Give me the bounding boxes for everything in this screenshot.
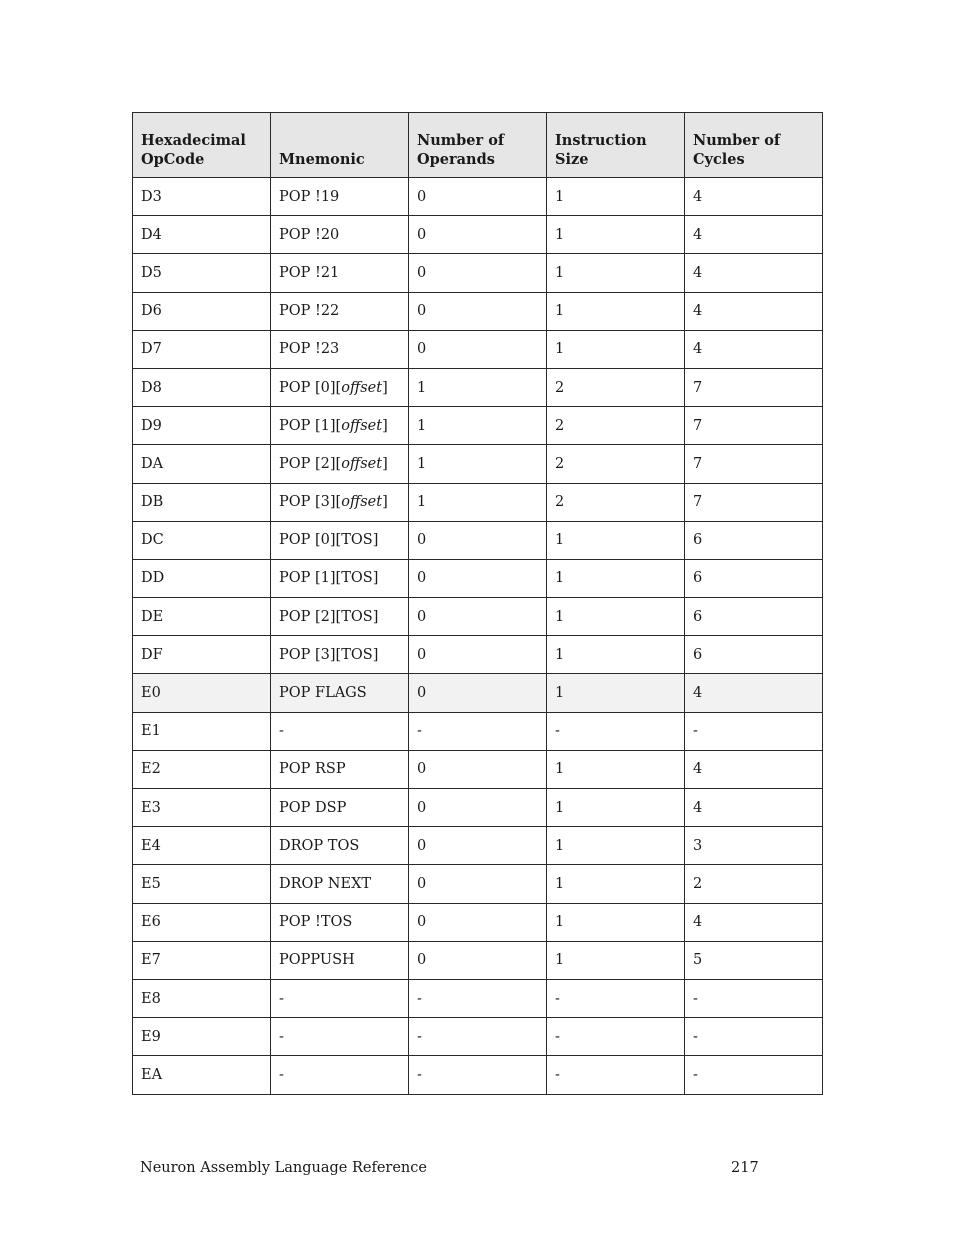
opcode-cell: D3 [133,178,271,216]
opcode-cell: E5 [133,865,271,903]
table-body [133,178,823,1095]
mnemonic-cell: - [271,712,409,750]
mnemonic-cell: POPPUSH [271,941,409,979]
mnemonic-operand-italic: offset [341,494,383,511]
operands-cell: 1 [409,483,547,521]
size-cell: 2 [547,407,685,445]
cycles-cell: 4 [685,330,823,368]
size-cell: 1 [547,292,685,330]
size-cell: 1 [547,178,685,216]
table-row [133,750,823,788]
opcode-cell: D4 [133,216,271,254]
operands-cell: 0 [409,750,547,788]
operands-cell: 0 [409,827,547,865]
operands-cell: 0 [409,865,547,903]
cycles-cell: 4 [685,789,823,827]
table-row [133,407,823,445]
mnemonic-cell: POP [0][offset] [271,368,409,406]
cycles-cell: - [685,712,823,750]
opcode-cell: E3 [133,789,271,827]
table-row [133,598,823,636]
mnemonic-cell: DROP TOS [271,827,409,865]
opcode-cell: D9 [133,407,271,445]
operands-cell: - [409,1018,547,1056]
table-row [133,559,823,597]
cycles-cell: 6 [685,636,823,674]
cycles-cell: 7 [685,368,823,406]
opcode-cell: E7 [133,941,271,979]
mnemonic-cell: POP [3][TOS] [271,636,409,674]
opcode-cell: E0 [133,674,271,712]
mnemonic-cell: POP RSP [271,750,409,788]
opcode-cell: E2 [133,750,271,788]
mnemonic-operand-italic: offset [341,417,383,434]
header-opcode: Hexadecimal OpCode [133,113,271,178]
cycles-cell: 5 [685,941,823,979]
table-row [133,178,823,216]
mnemonic-cell: POP [2][TOS] [271,598,409,636]
size-cell: 1 [547,750,685,788]
size-cell: 1 [547,330,685,368]
page-number: 217 [731,1160,759,1176]
table-row [133,216,823,254]
cycles-cell: 7 [685,445,823,483]
opcode-cell: D8 [133,368,271,406]
size-cell: 1 [547,636,685,674]
mnemonic-cell: POP [1][TOS] [271,559,409,597]
mnemonic-cell: - [271,979,409,1017]
size-cell: - [547,1018,685,1056]
size-cell: 1 [547,865,685,903]
mnemonic-operand-italic: offset [341,455,383,472]
table-row [133,712,823,750]
table-row [133,941,823,979]
operands-cell: 0 [409,216,547,254]
header-operands: Number of Operands [409,113,547,178]
mnemonic-cell: POP DSP [271,789,409,827]
cycles-cell: 4 [685,903,823,941]
size-cell: 1 [547,674,685,712]
mnemonic-cell: - [271,1056,409,1094]
table-row [133,674,823,712]
mnemonic-cell: POP [3][offset] [271,483,409,521]
opcode-cell: DF [133,636,271,674]
table-row [133,1018,823,1056]
cycles-cell: 2 [685,865,823,903]
operands-cell: - [409,712,547,750]
operands-cell: 0 [409,789,547,827]
table-row [133,827,823,865]
mnemonic-cell: POP !TOS [271,903,409,941]
operands-cell: 0 [409,903,547,941]
operands-cell: 1 [409,445,547,483]
opcode-cell: D7 [133,330,271,368]
size-cell: 2 [547,368,685,406]
cycles-cell: 7 [685,407,823,445]
table-row [133,254,823,292]
cycles-cell: 4 [685,292,823,330]
operands-cell: 0 [409,941,547,979]
cycles-cell: 4 [685,216,823,254]
operands-cell: 0 [409,598,547,636]
header-size: Instruction Size [547,113,685,178]
opcode-cell: E1 [133,712,271,750]
mnemonic-cell: POP !19 [271,178,409,216]
table-row [133,330,823,368]
size-cell: 1 [547,598,685,636]
operands-cell: 0 [409,559,547,597]
table-header-row [133,113,823,178]
cycles-cell: 4 [685,254,823,292]
opcode-cell: DD [133,559,271,597]
size-cell: 2 [547,483,685,521]
mnemonic-cell: POP !20 [271,216,409,254]
mnemonic-cell: POP !22 [271,292,409,330]
operands-cell: - [409,1056,547,1094]
opcode-cell: E9 [133,1018,271,1056]
size-cell: 1 [547,254,685,292]
operands-cell: 0 [409,521,547,559]
mnemonic-cell: POP [0][TOS] [271,521,409,559]
cycles-cell: - [685,1056,823,1094]
size-cell: - [547,712,685,750]
table-row [133,979,823,1017]
header-cycles: Number of Cycles [685,113,823,178]
mnemonic-cell: POP [2][offset] [271,445,409,483]
opcode-cell: E4 [133,827,271,865]
size-cell: 1 [547,521,685,559]
mnemonic-cell: POP !21 [271,254,409,292]
cycles-cell: 4 [685,178,823,216]
size-cell: - [547,979,685,1017]
opcode-cell: DC [133,521,271,559]
table-row [133,483,823,521]
opcode-cell: E8 [133,979,271,1017]
table-row [133,445,823,483]
opcode-cell: EA [133,1056,271,1094]
mnemonic-cell: POP [1][offset] [271,407,409,445]
operands-cell: 0 [409,636,547,674]
cycles-cell: 4 [685,750,823,788]
size-cell: 1 [547,216,685,254]
opcode-table [132,112,823,1095]
mnemonic-cell: DROP NEXT [271,865,409,903]
size-cell: 1 [547,789,685,827]
table-row [133,521,823,559]
cycles-cell: 6 [685,598,823,636]
operands-cell: 0 [409,254,547,292]
size-cell: 1 [547,827,685,865]
table-row [133,368,823,406]
mnemonic-operand-italic: offset [341,379,383,396]
opcode-cell: D6 [133,292,271,330]
size-cell: 1 [547,559,685,597]
table-row [133,636,823,674]
table-row [133,789,823,827]
opcode-cell: E6 [133,903,271,941]
mnemonic-cell: POP FLAGS [271,674,409,712]
size-cell: 2 [547,445,685,483]
cycles-cell: 3 [685,827,823,865]
cycles-cell: 6 [685,521,823,559]
operands-cell: 0 [409,178,547,216]
operands-cell: 0 [409,292,547,330]
footer-title: Neuron Assembly Language Reference [140,1160,427,1176]
operands-cell: 0 [409,674,547,712]
cycles-cell: - [685,1018,823,1056]
operands-cell: 1 [409,407,547,445]
table-row [133,292,823,330]
table-row [133,903,823,941]
operands-cell: - [409,979,547,1017]
header-mnemonic: Mnemonic [271,113,409,178]
operands-cell: 1 [409,368,547,406]
table-row [133,1056,823,1094]
opcode-cell: DA [133,445,271,483]
cycles-cell: 4 [685,674,823,712]
mnemonic-cell: POP !23 [271,330,409,368]
cycles-cell: 7 [685,483,823,521]
mnemonic-cell: - [271,1018,409,1056]
table-row [133,865,823,903]
size-cell: 1 [547,903,685,941]
cycles-cell: 6 [685,559,823,597]
operands-cell: 0 [409,330,547,368]
opcode-cell: DB [133,483,271,521]
size-cell: 1 [547,941,685,979]
opcode-cell: D5 [133,254,271,292]
size-cell: - [547,1056,685,1094]
opcode-cell: DE [133,598,271,636]
cycles-cell: - [685,979,823,1017]
